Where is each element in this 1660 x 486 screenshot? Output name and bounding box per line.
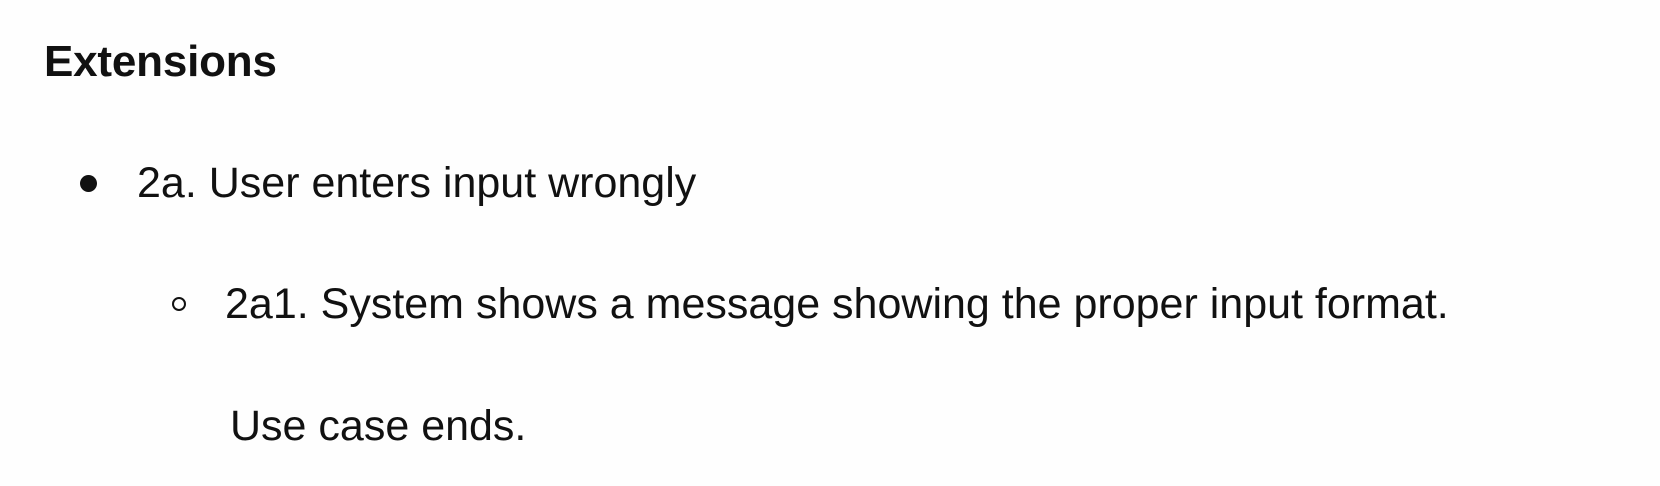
section-heading: Extensions (44, 37, 277, 86)
use-case-end-text: Use case ends. (230, 402, 527, 450)
filled-bullet-icon (80, 175, 97, 192)
extension-sub-item (172, 278, 1449, 330)
extension-text: 2a. User enters input wrongly (137, 159, 697, 207)
hollow-bullet-icon (172, 297, 186, 311)
extension-sub-text: 2a1. System shows a message showing the proper input format. (225, 280, 1449, 328)
extension-list-item (80, 157, 696, 209)
